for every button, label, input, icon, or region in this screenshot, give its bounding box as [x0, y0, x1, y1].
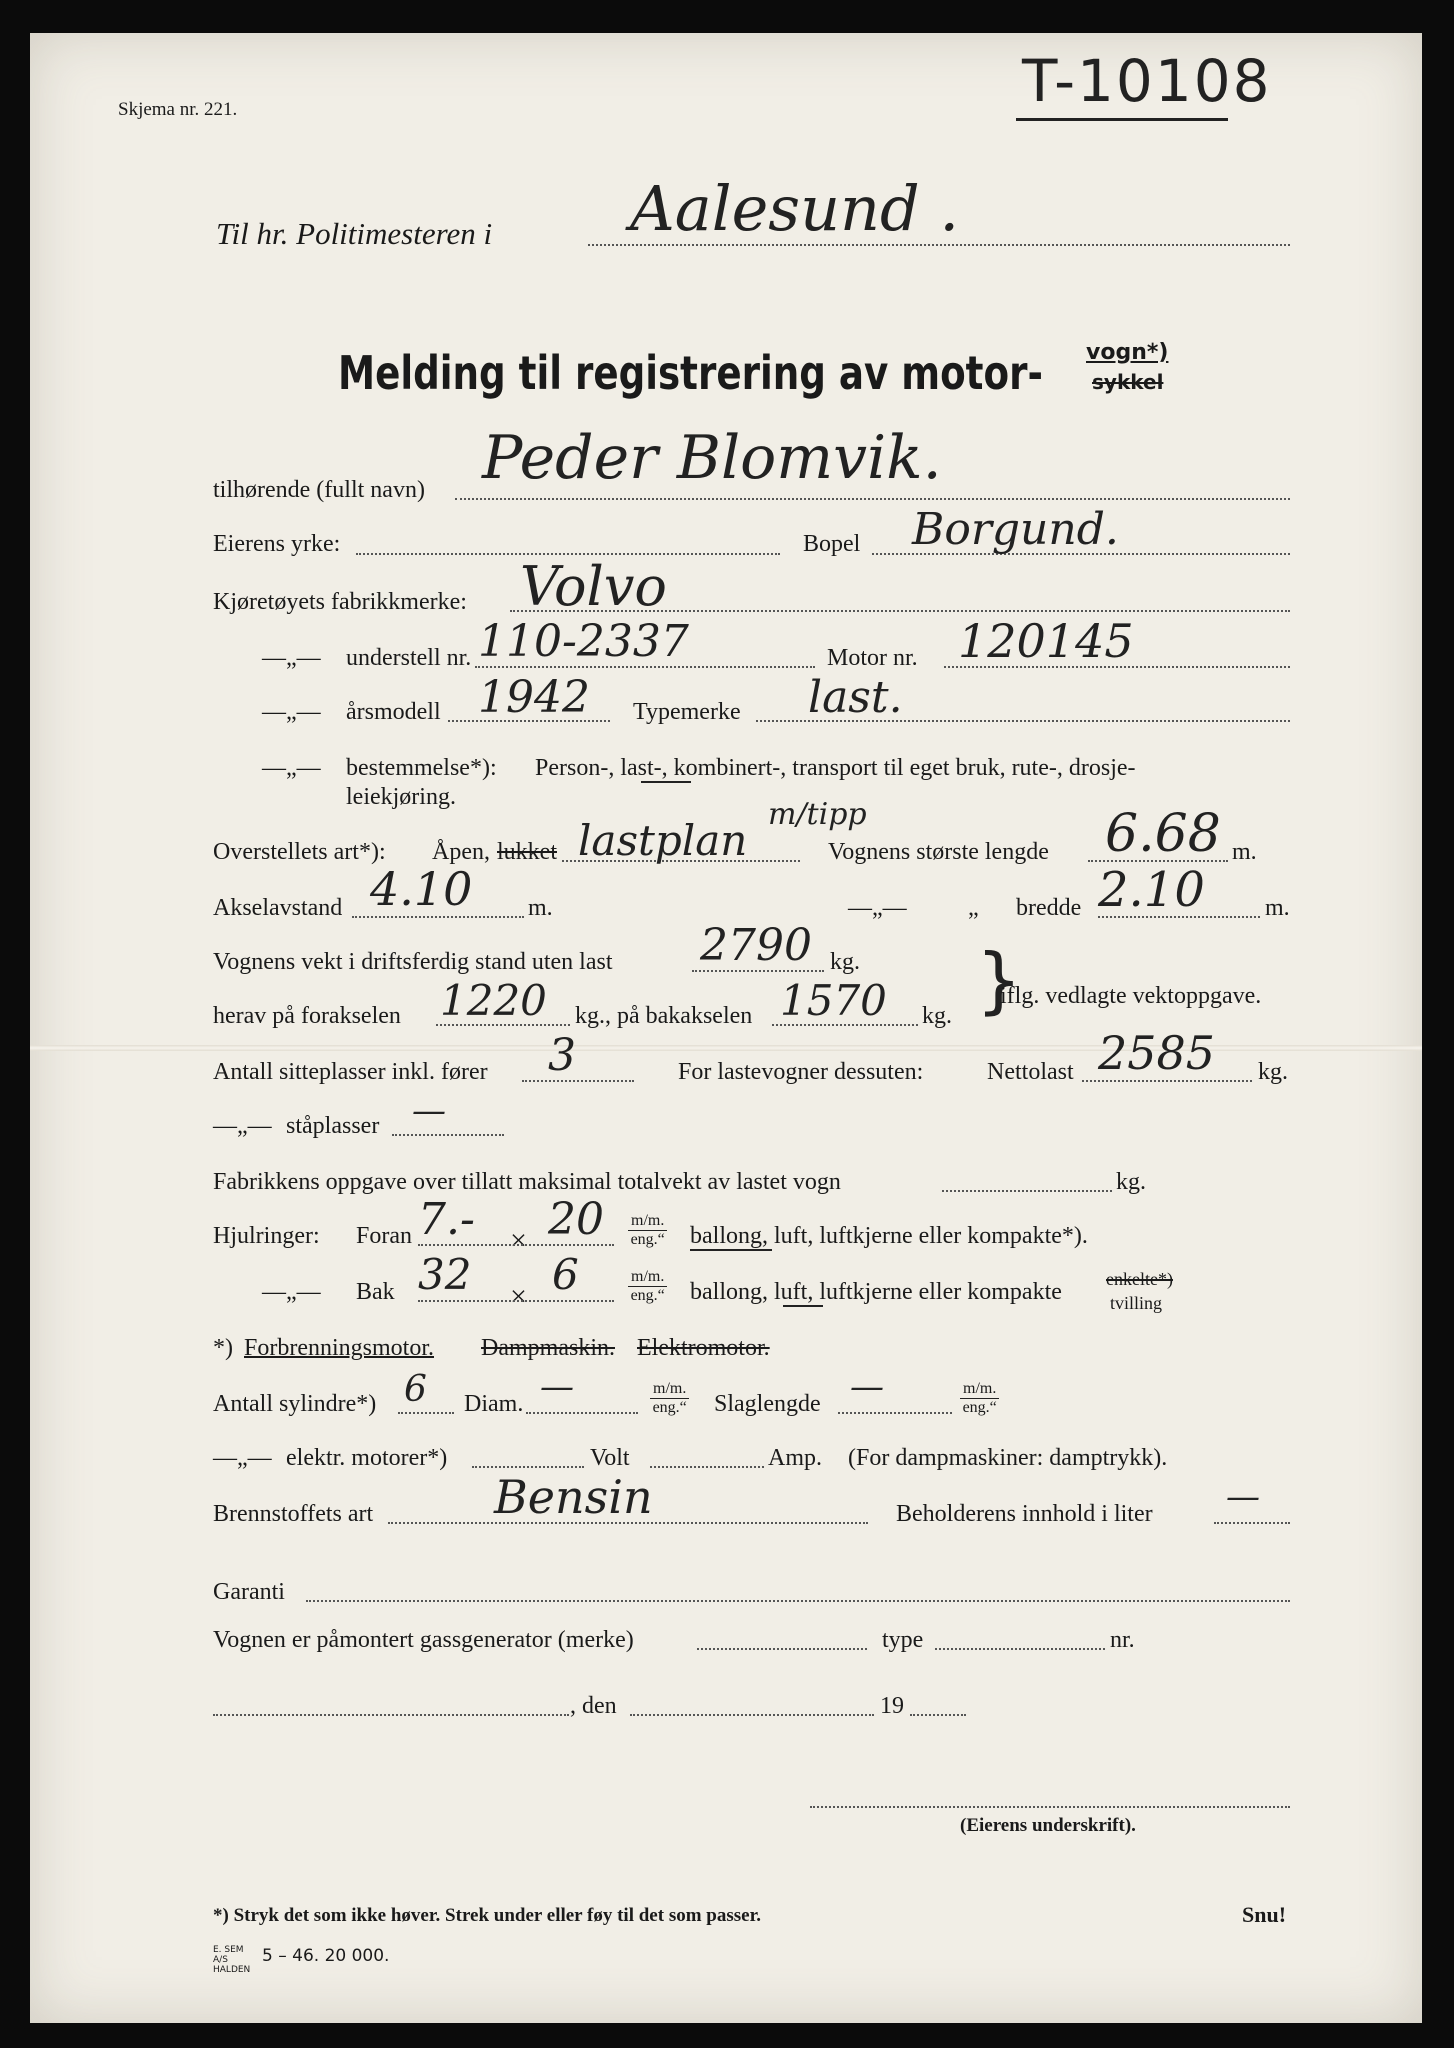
- rear-wheel-a: 32: [418, 1250, 472, 1299]
- purpose-options: Person-, last-, kombinert-, transport til eget bruk, rute-, drosje-: [535, 755, 1136, 781]
- fuel-value: Bensin: [494, 1470, 653, 1524]
- stroke-value: —: [850, 1367, 884, 1407]
- rear-wheel-line: [418, 1300, 614, 1302]
- diam-unit-eng: eng.“: [652, 1398, 687, 1416]
- motor-types-prefix: *): [213, 1335, 233, 1361]
- model-year-value: 1942: [478, 672, 590, 723]
- ditto-5: —„—: [213, 1113, 272, 1139]
- stroke-unit-mm: m/m.: [960, 1380, 999, 1399]
- volt-line: [650, 1466, 764, 1468]
- netload-unit: kg.: [1258, 1059, 1288, 1085]
- chassis-value: 110-2337: [478, 616, 689, 667]
- weight-unit: kg.: [830, 949, 860, 975]
- ditto-4: —„—: [848, 895, 907, 921]
- make-value: Volvo: [520, 555, 667, 618]
- rear-unit: [628, 1268, 667, 1304]
- gasgen-line: [697, 1648, 867, 1650]
- type-label: Typemerke: [633, 699, 741, 725]
- owner-name: Peder Blomvik.: [482, 423, 942, 493]
- gasgen-label: Vognen er påmontert gassgenerator (merke): [213, 1627, 634, 1653]
- front-wheel-a: 7.-: [418, 1194, 475, 1245]
- stroke-line: [838, 1412, 952, 1414]
- purpose-underline: [641, 781, 691, 783]
- residence-label: Bopel: [803, 531, 861, 557]
- max-weight-line: [942, 1190, 1112, 1192]
- rear-tyres-underline: [783, 1305, 823, 1307]
- gasgen-nr: nr.: [1110, 1627, 1135, 1653]
- front-tyres: ballong, luft, luftkjerne eller kompakte*).: [690, 1223, 1088, 1249]
- reference-underline: [1016, 118, 1228, 121]
- single-option: enkelte*): [1106, 1269, 1173, 1289]
- netload-line: [1082, 1080, 1252, 1082]
- rear-tyres: ballong, luft, luftkjerne eller kompakte: [690, 1279, 1062, 1305]
- netload-label: Nettolast: [987, 1059, 1074, 1085]
- weight-label: Vognens vekt i driftsferdig stand uten last: [213, 949, 613, 975]
- wheelbase-label: Akselavstand: [213, 895, 343, 921]
- stroke-unit: [960, 1380, 999, 1416]
- body-label: Overstellets art*):: [213, 839, 386, 865]
- diam-value: —: [540, 1367, 574, 1407]
- guarantee-label: Garanti: [213, 1579, 285, 1605]
- twin-option: tvilling: [1110, 1293, 1163, 1313]
- purpose-label: bestemmelse*):: [346, 755, 497, 781]
- ditto-2: —„—: [262, 699, 321, 725]
- front-unit-mm: m/m.: [628, 1212, 667, 1231]
- front-times: ×: [510, 1224, 527, 1257]
- cylinders-label: Antall sylindre*): [213, 1391, 377, 1417]
- wheelbase-line: [352, 916, 524, 918]
- occupation-label: Eierens yrke:: [213, 531, 341, 557]
- length-label: Vognens største lengde: [828, 839, 1049, 865]
- ditto-6: —„—: [262, 1279, 321, 1305]
- footnote: *) Stryk det som ikke høver. Strek under eller føy til det som passer.: [213, 1905, 762, 1926]
- print-run: 5 – 46. 20 000.: [262, 1946, 390, 1966]
- weight-value: 2790: [700, 920, 812, 971]
- cylinders-value: 6: [404, 1369, 427, 1410]
- schema-number: Skjema nr. 221.: [118, 99, 238, 120]
- date-den: , den: [570, 1693, 617, 1719]
- rear-axle-value: 1570: [780, 976, 887, 1025]
- title-vogn: vogn*): [1086, 340, 1169, 365]
- motor-steam: Dampmaskin.: [481, 1335, 615, 1361]
- front-label: Foran: [356, 1223, 412, 1249]
- motor-label: Motor nr.: [827, 645, 918, 671]
- steam-note: (For dampmaskiner: damptrykk).: [848, 1445, 1168, 1471]
- cargo-label: For lastevogner dessuten:: [678, 1059, 924, 1085]
- motor-electric: Elektromotor.: [637, 1335, 770, 1361]
- width-unit: m.: [1265, 895, 1290, 921]
- length-unit: m.: [1232, 839, 1257, 865]
- make-label: Kjøretøyets fabrikkmerke:: [213, 589, 467, 615]
- standing-label: ståplasser: [286, 1113, 380, 1139]
- netload-value: 2585: [1098, 1026, 1216, 1080]
- diam-unit: [650, 1380, 689, 1416]
- rear-unit-mm: m/m.: [628, 1268, 667, 1287]
- front-axle-value: 1220: [440, 976, 547, 1025]
- fuel-label: Brennstoffets art: [213, 1501, 374, 1527]
- diam-label: Diam.: [464, 1391, 524, 1417]
- body-open: Åpen,: [432, 839, 490, 865]
- snu-label: Snu!: [1242, 1902, 1287, 1927]
- front-axle-label: herav på forakselen: [213, 1003, 401, 1029]
- printer-mark: E. SEM A/S HALDEN: [213, 1945, 251, 1975]
- city-value: Aalesund .: [630, 172, 960, 245]
- front-unit: [628, 1212, 667, 1248]
- wheelbase-value: 4.10: [370, 862, 473, 916]
- stroke-unit-eng: eng.“: [962, 1398, 997, 1416]
- owner-label: tilhørende (fullt navn): [213, 477, 425, 503]
- length-value: 6.68: [1105, 804, 1221, 864]
- wheelbase-unit: m.: [528, 895, 553, 921]
- max-weight-unit: kg.: [1116, 1169, 1146, 1195]
- max-weight-label: Fabrikkens oppgave over tillatt maksimal totalvekt av lastet vogn: [213, 1169, 841, 1195]
- width-label: bredde: [1016, 895, 1082, 921]
- body-value: lastplan: [578, 816, 748, 865]
- body-addition: m/tipp: [768, 797, 867, 832]
- rear-unit-eng: eng.“: [630, 1286, 665, 1304]
- motor-value: 120145: [958, 614, 1134, 668]
- stroke-label: Slaglengde: [714, 1391, 821, 1417]
- standing-line: [392, 1134, 504, 1136]
- front-tyres-underline: [690, 1249, 772, 1251]
- rear-axle-label: kg., på bakakselen: [575, 1003, 753, 1029]
- guarantee-line: [306, 1600, 1290, 1602]
- gasgen-type: type: [882, 1627, 924, 1653]
- front-wheel-b: 20: [548, 1194, 604, 1245]
- owner-line: [455, 498, 1290, 500]
- type-value: last.: [808, 672, 903, 723]
- ditto-3: —„—: [262, 755, 321, 781]
- ditto-quote: „: [968, 895, 979, 921]
- wheels-label: Hjulringer:: [213, 1223, 320, 1249]
- amp-label: Amp.: [768, 1445, 822, 1471]
- gasgen-type-line: [935, 1648, 1105, 1650]
- purpose-options-2: leiekjøring.: [346, 784, 456, 810]
- ditto-1: —„—: [262, 645, 321, 671]
- form-title: Melding til registrering av motor-: [338, 346, 1043, 400]
- motor-combustion: Forbrenningsmotor.: [244, 1335, 434, 1361]
- rear-label: Bak: [356, 1279, 395, 1305]
- front-wheel-line: [418, 1244, 614, 1246]
- seats-value: 3: [548, 1030, 576, 1081]
- rear-wheel-b: 6: [552, 1250, 579, 1299]
- date-19: 19: [880, 1693, 904, 1719]
- date-line: [630, 1714, 874, 1716]
- signature-label: (Eierens underskrift).: [960, 1815, 1136, 1836]
- tank-label: Beholderens innhold i liter: [896, 1501, 1153, 1527]
- volt-label: Volt: [590, 1445, 630, 1471]
- seats-label: Antall sitteplasser inkl. fører: [213, 1059, 488, 1085]
- weight-brace: }: [976, 938, 1022, 1022]
- addressee-line: Til hr. Politimesteren i: [216, 216, 493, 251]
- place-line: [213, 1714, 569, 1716]
- rear-axle-unit: kg.: [922, 1003, 952, 1029]
- diam-unit-mm: m/m.: [650, 1380, 689, 1399]
- signature-line: [810, 1806, 1290, 1808]
- electric-label: elektr. motorer*): [286, 1445, 448, 1471]
- electric-line: [472, 1466, 584, 1468]
- year-line: [910, 1714, 966, 1716]
- tank-line: [1214, 1522, 1290, 1524]
- ditto-7: —„—: [213, 1445, 272, 1471]
- rear-times: ×: [510, 1280, 527, 1313]
- seats-line: [522, 1080, 634, 1082]
- model-year-label: årsmodell: [346, 699, 441, 725]
- weight-note: iflg. vedlagte vektoppgave.: [1000, 983, 1262, 1009]
- reference-number: T-10108: [1022, 47, 1272, 115]
- title-sykkel: sykkel: [1092, 370, 1164, 394]
- diam-line: [526, 1412, 638, 1414]
- cylinders-line: [398, 1412, 454, 1414]
- width-value: 2.10: [1098, 862, 1205, 918]
- residence-value: Borgund.: [912, 504, 1119, 555]
- front-unit-eng: eng.“: [630, 1230, 665, 1248]
- body-closed: lukket: [497, 839, 557, 865]
- chassis-label: understell nr.: [346, 645, 472, 671]
- tank-value: —: [1226, 1477, 1260, 1517]
- standing-value: —: [412, 1091, 446, 1131]
